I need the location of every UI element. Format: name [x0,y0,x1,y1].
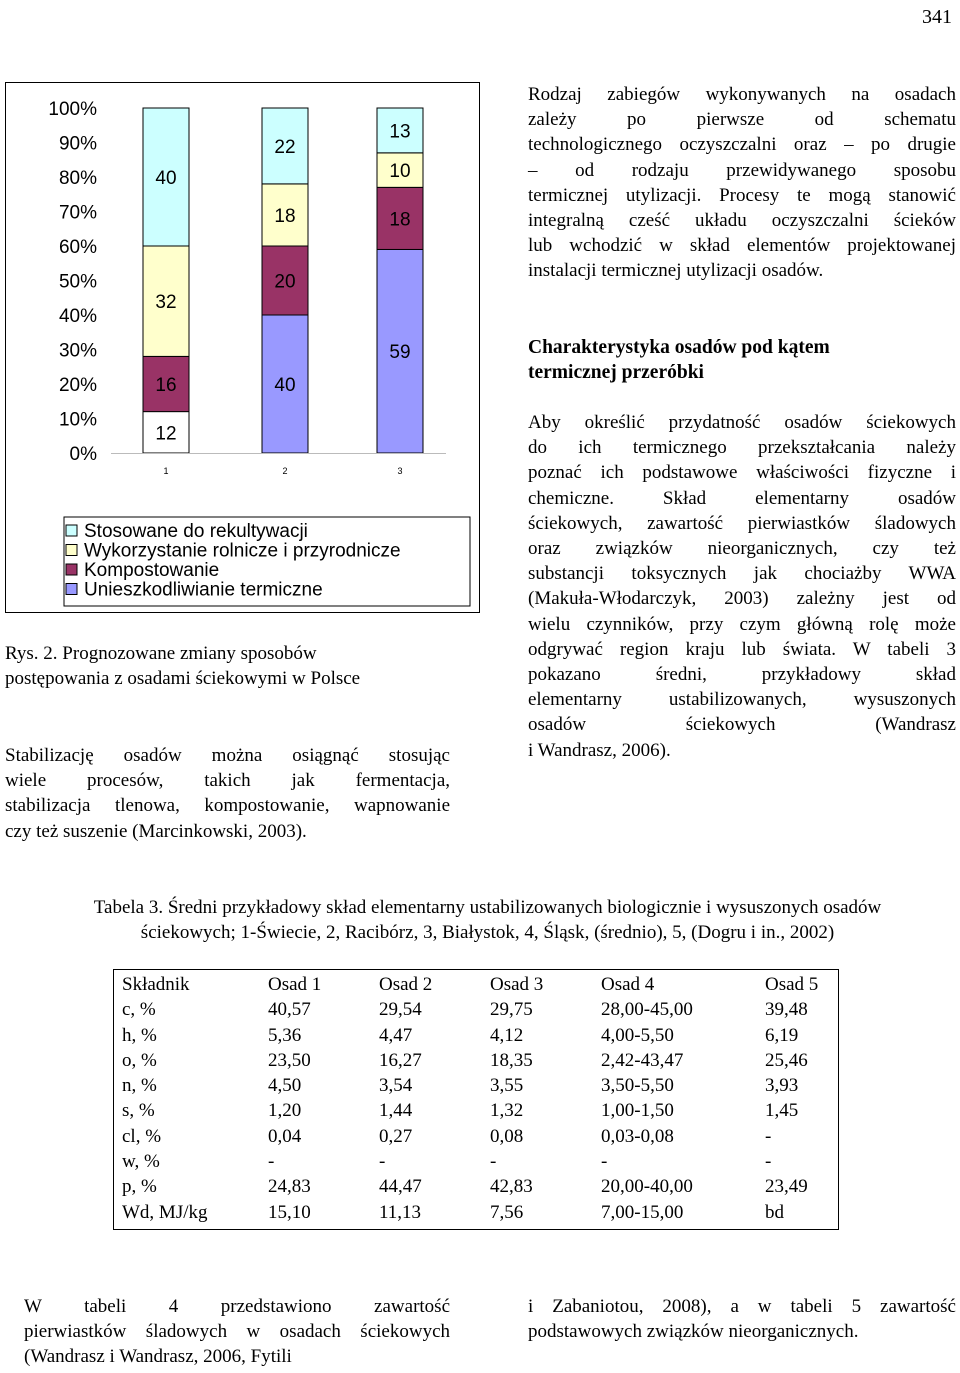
bar-data-label: 40 [274,375,296,396]
section-heading [528,335,956,385]
x-tick-label: 2 [282,466,288,476]
table-cell: 0,08 [490,1125,524,1147]
bar-data-label: 40 [155,168,177,189]
y-tick-label: 40% [58,306,97,327]
y-tick-label: 80% [58,168,97,189]
right-paragraph-1-line: zależy po pierwsze od schematu [528,109,956,131]
left-paragraph-line: stabilizacja tlenowa, kompostowanie, wapnowanie [5,795,450,817]
table-row [114,1023,839,1048]
table-cell: 25,46 [765,1049,808,1071]
bottom-left-line: W tabeli 4 przedstawiono zawartość [24,1296,450,1317]
table-cell: - [765,1151,772,1173]
legend-swatch [66,564,77,575]
table-cell: 29,75 [490,999,533,1021]
page-number: 341 [922,6,952,28]
table-row [114,1048,839,1073]
table-cell: 1,00-1,50 [601,1100,674,1122]
legend-label: Wykorzystanie rolnicze i przyrodnicze [84,540,401,562]
x-tick-label: 1 [163,466,169,476]
table-cell: w, % [122,1151,160,1173]
table-cell: - [490,1151,497,1173]
right-paragraph-1-line: technologicznego oczyszczalni oraz – po drugie [528,134,956,156]
x-tick-label: 3 [397,466,403,476]
bar-data-label: 12 [155,423,177,445]
table-row [114,1149,839,1174]
right-paragraph-2-line: i Wandrasz, 2006). [528,739,671,761]
table-cell: bd [765,1201,784,1223]
table-cell: 29,54 [379,999,422,1021]
table-cell: 3,55 [490,1075,524,1097]
table-cell: cl, % [122,1125,162,1147]
right-paragraph-2-line: do ich termicznego przekształcania należy [528,437,956,459]
y-tick-label: 60% [58,237,97,258]
legend-label: Stosowane do rekultywacji [84,521,308,542]
table-header-cell: Osad 5 [765,974,819,995]
table-cell: n, % [122,1075,157,1097]
table-row [114,1200,839,1230]
right-paragraph-2-line: odgrywać region kraju lub świata. W tabeli 3 [528,638,956,660]
bar-data-label: 32 [155,292,177,314]
table-cell: 42,83 [490,1176,533,1198]
table-cell: 40,57 [268,999,311,1021]
y-tick-label: 100% [48,99,97,120]
bottom-right-line: podstawowych związków nieorganicznych. [528,1321,859,1343]
table-header-cell: Osad 2 [379,974,433,995]
table-header-cell: Składnik [122,974,190,995]
table-header-row [114,970,839,998]
legend-swatch [66,545,77,556]
table-cell: 4,50 [268,1075,302,1097]
table-caption-line2: ściekowych; 1-Świecie, 2, Racibórz, 3, Białystok, 4, Śląsk, (średnio), 5, (Dogru i in., 2002) [140,922,835,943]
right-paragraph-2-line: oraz związków nieorganicznych, czy też [528,538,956,560]
table-cell: 6,19 [765,1024,799,1046]
right-paragraph-2-line: substancji toksycznych jak chociażby WWA [528,563,956,585]
right-paragraph-1-line: Rodzaj zabiegów wykonywanych na osadach [528,84,956,105]
table-cell: 23,49 [765,1176,808,1198]
right-paragraph-2-line: chemiczne. Skład elementarny osadów [528,487,956,509]
section-heading-line1: Charakterystyka osadów pod kątem [528,337,830,358]
bottom-left-line: pierwiastków śladowych w osadach ściekowych [24,1321,450,1343]
table-cell: 23,50 [268,1049,311,1071]
table-cell: - [379,1151,386,1173]
bar-data-label: 18 [389,209,411,231]
bar-data-label: 18 [274,205,296,227]
y-tick-label: 20% [58,375,97,396]
table-cell: 3,50-5,50 [601,1075,674,1097]
table-cell: o, % [122,1049,157,1071]
right-paragraph-2-line: Aby określić przydatność osadów ściekowych [528,412,956,433]
bottom-left-paragraph [24,1294,450,1370]
table-header-cell: Osad 1 [268,974,322,995]
table-cell: 3,54 [379,1075,413,1097]
right-paragraph-2 [528,410,956,763]
table-cell: 3,93 [765,1075,799,1097]
composition-table [113,969,839,1230]
table-cell: 1,20 [268,1100,302,1122]
table-cell: 0,04 [268,1125,302,1147]
y-tick-label: 50% [58,271,97,293]
table-cell: 1,44 [379,1100,413,1122]
left-paragraph-line: czy też suszenie (Marcinkowski, 2003). [5,820,307,842]
table-cell: h, % [122,1024,157,1046]
right-paragraph-2-line: ściekowych, zawartość pierwiastków śladowych [528,512,956,534]
right-paragraph-2-line: wielu czynników, przy czym główną rolę może [528,613,956,635]
table-row [114,997,839,1022]
right-paragraph-1-line: – od rodzaju przewidywanego sposobu [528,159,956,181]
table-cell: 11,13 [379,1201,422,1223]
bar-data-label: 22 [274,136,296,158]
bottom-left-line: (Wandrasz i Wandrasz, 2006, Fytili [24,1346,292,1368]
legend-label: Unieszkodliwianie termiczne [84,579,323,601]
table-cell: 18,35 [490,1049,533,1071]
table-row [114,1098,839,1123]
table-row [114,1174,839,1199]
right-paragraph-1-line: integralną cześć układu oczyszczalni ścieków [528,210,956,232]
right-paragraph-1-line: instalacji termicznej utylizacji osadów. [528,260,824,282]
table-header-cell: Osad 3 [490,974,544,995]
table-row [114,1124,839,1149]
right-paragraph-1-line: lub wchodzić w skład elementów projektowanej [528,235,956,257]
table-cell: 1,45 [765,1100,799,1122]
table-cell: c, % [122,999,156,1021]
table-caption [30,895,945,945]
bar-data-label: 10 [389,161,411,183]
table-cell: 28,00-45,00 [601,999,693,1021]
bar-data-label: 20 [274,271,296,293]
table-cell: 44,47 [379,1176,422,1198]
table-cell: 7,00-15,00 [601,1201,684,1223]
table-cell: s, % [122,1100,155,1122]
bottom-right-paragraph [528,1294,956,1344]
figure-caption-line1: Rys. 2. Prognozowane zmiany sposobów [5,643,317,664]
table-cell: - [765,1125,772,1147]
figure-caption-line2: postępowania z osadami ściekowymi w Polsce [5,668,361,690]
stacked-bar-chart [6,83,481,614]
table-cell: - [601,1151,608,1173]
legend-label: Kompostowanie [84,560,220,581]
section-heading-line2: termicznej przeróbki [528,362,704,383]
right-paragraph-1-line: termicznej utylizacji. Procesy te mogą stanowić [528,184,956,206]
figure-caption [5,641,480,691]
table-cell: 16,27 [379,1049,422,1071]
y-tick-label: 90% [58,133,97,155]
table-cell: 1,32 [490,1100,524,1122]
table-cell: - [268,1151,275,1173]
bar-data-label: 13 [389,121,411,143]
right-paragraph-2-line: poznać ich podstawowe właściwości fizyczne i [528,462,956,484]
right-paragraph-2-line: pokazano średni, przykładowy skład [528,664,956,686]
left-paragraph-line: Stabilizację osadów można osiągnąć stosując [5,745,450,766]
y-tick-label: 70% [58,202,97,224]
table-caption-line1: Tabela 3. Średni przykładowy skład elementarny ustabilizowanych biologicznie i wysuszonych osadów [93,897,882,918]
legend-swatch [66,584,77,595]
y-tick-label: 10% [58,409,97,431]
right-paragraph-2-line: elementarny ustabilizowanych, wysuszonych [528,689,956,711]
bottom-right-line: i Zabaniotou, 2008), a w tabeli 5 zawartość [528,1296,956,1317]
table-row [114,1073,839,1098]
table-cell: 15,10 [268,1201,311,1223]
right-paragraph-1 [528,82,956,284]
table-cell: 39,48 [765,999,808,1021]
table-cell: 2,42-43,47 [601,1049,684,1071]
table-header-cell: Osad 4 [601,974,655,995]
bar-data-label: 16 [155,375,177,396]
table-cell: 24,83 [268,1176,311,1198]
left-paragraph [5,743,450,844]
table-cell: 4,12 [490,1024,524,1046]
table-cell: 0,27 [379,1125,413,1147]
legend-swatch [66,525,77,536]
figure-chart [5,82,480,613]
table-cell: 20,00-40,00 [601,1176,693,1198]
table-cell: Wd, MJ/kg [122,1201,208,1223]
y-tick-label: 0% [69,444,97,465]
table-cell: 7,56 [490,1201,524,1223]
left-paragraph-line: wiele procesów, takich jak fermentacja, [5,770,450,792]
right-paragraph-2-line: (Makuła-Włodarczyk, 2003) zależny jest od [528,588,956,610]
table-cell: 4,00-5,50 [601,1024,674,1046]
table-cell: 0,03-0,08 [601,1125,674,1147]
right-paragraph-2-line: osadów ściekowych (Wandrasz [528,714,956,736]
table-cell: 4,47 [379,1024,413,1046]
table-cell: p, % [122,1176,157,1198]
bar-data-label: 59 [389,342,411,364]
table-cell: 5,36 [268,1024,302,1046]
y-tick-label: 30% [58,340,97,362]
